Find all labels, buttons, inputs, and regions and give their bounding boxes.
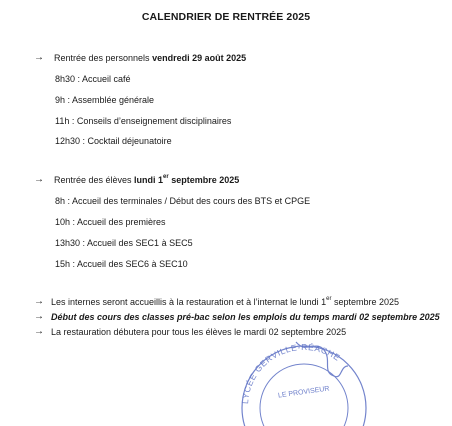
school-stamp-icon: [236, 336, 376, 426]
note-restaurant: La restauration débutera pour tous les élèves le mardi 02 septembre 2025: [51, 327, 347, 337]
arrow-icon: →: [34, 326, 44, 337]
staff-heading: [54, 52, 246, 64]
arrow-icon: →: [34, 296, 44, 307]
note-interns: Les internes seront accueillis à la restauration et à l’internat le lundi 1er septembre 2025: [51, 296, 400, 307]
note-classes-start: Début des cours des classes pré-bac selon les emplois du temps mardi 02 septembre 2025: [51, 312, 440, 322]
arrow-icon: →: [34, 174, 44, 185]
staff-item-3: 11h : Conseils d’enseignement disciplinaires: [55, 116, 232, 126]
students-item-2: 10h : Accueil des premières: [55, 217, 166, 227]
staff-intro: Rentrée des personnels: [54, 53, 153, 63]
staff-item-1: 8h30 : Accueil café: [55, 74, 131, 84]
staff-item-4: 12h30 : Cocktail déjeunatoire: [55, 136, 172, 146]
arrow-icon: →: [34, 311, 44, 322]
page-title: CALENDRIER DE RENTRÉE 2025: [141, 11, 311, 23]
staff-date: vendredi 29 août 2025: [152, 53, 247, 63]
students-item-1: 8h : Accueil des terminales / Début des cours des BTS et CPGE: [55, 196, 311, 206]
staff-item-2: 9h : Assemblée générale: [55, 95, 155, 105]
students-item-4: 15h : Accueil des SEC6 à SEC10: [55, 259, 188, 269]
students-item-3: 13h30 : Accueil des SEC1 à SEC5: [55, 238, 193, 248]
stamp-center-text: LE PROVISEUR: [277, 385, 330, 400]
students-date: lundi 1er septembre 2025: [134, 174, 240, 185]
arrow-icon: →: [34, 52, 44, 63]
students-heading: [54, 174, 239, 186]
students-intro: Rentrée des élèves: [54, 175, 135, 185]
stamp-ring-text: LYCÉE GERVILLE-RÉACHE: [240, 341, 343, 405]
